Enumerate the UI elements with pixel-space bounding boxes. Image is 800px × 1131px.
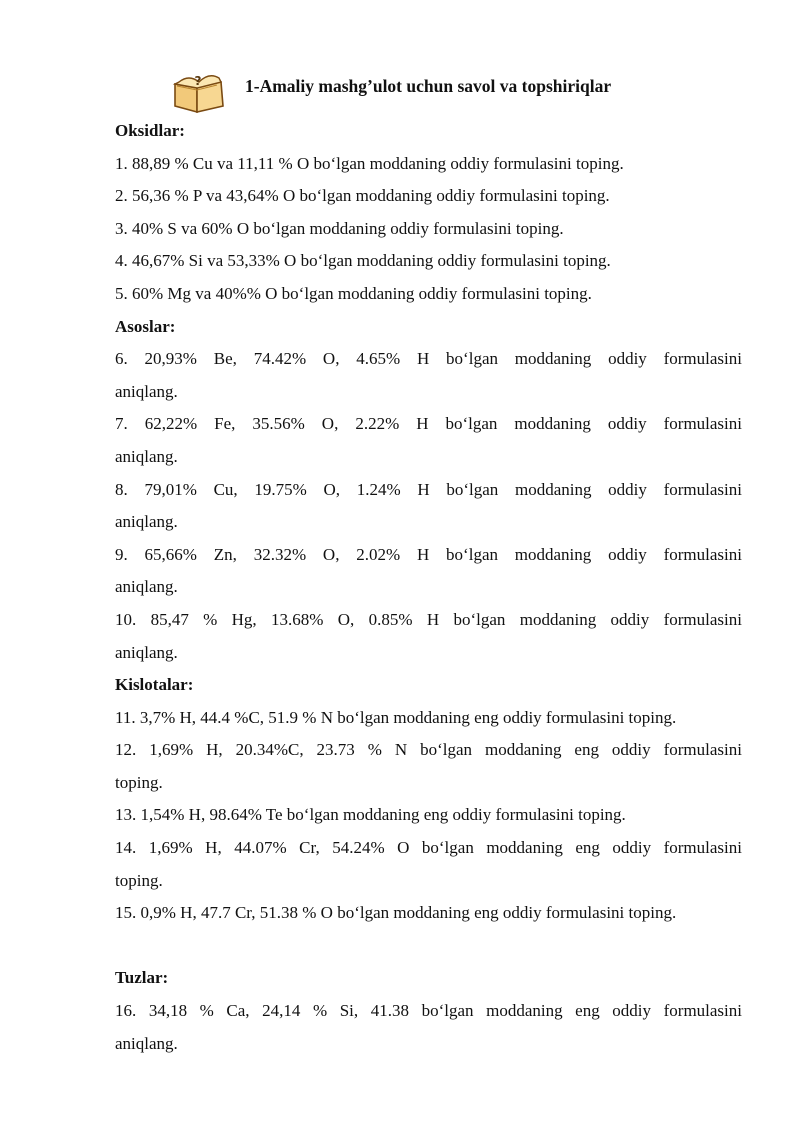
question-item-continuation: aniqlang. xyxy=(115,512,178,532)
svg-text:?: ? xyxy=(194,74,202,88)
question-item-continuation: toping. xyxy=(115,772,163,792)
section-heading-asoslar: Asoslar: xyxy=(115,316,176,336)
question-item: 1. 88,89 % Cu va 11,11 % O bo‘lgan moddaning oddiy formulasini toping. xyxy=(115,153,624,173)
question-item: 5. 60% Mg va 40%% O bo‘lgan moddaning oddiy formulasini toping. xyxy=(115,283,592,303)
book-question-icon xyxy=(171,70,227,114)
question-item: 12. 1,69% H, 20.34%C, 23.73 % N bo‘lgan moddaning eng oddiy formulasini xyxy=(115,740,742,760)
title-row xyxy=(0,70,800,110)
question-item: 14. 1,69% H, 44.07% Cr, 54.24% O bo‘lgan moddaning eng oddiy formulasini xyxy=(115,838,742,858)
section-heading-tuzlar: Tuzlar: xyxy=(115,968,169,988)
question-item: 16. 34,18 % Ca, 24,14 % Si, 41.38 bo‘lgan moddaning eng oddiy formulasini xyxy=(115,1001,742,1021)
question-item: 13. 1,54% H, 98.64% Te bo‘lgan moddaning eng oddiy formulasini toping. xyxy=(115,805,626,825)
question-item: 15. 0,9% H, 47.7 Cr, 51.38 % O bo‘lgan moddaning eng oddiy formulasini toping. xyxy=(115,903,677,923)
question-item: 8. 79,01% Cu, 19.75% O, 1.24% H bo‘lgan moddaning oddiy formulasini xyxy=(115,479,742,499)
question-item-continuation: toping. xyxy=(115,870,163,890)
question-item-continuation: aniqlang. xyxy=(115,1033,178,1053)
blank-line xyxy=(115,930,742,963)
section-heading-oksidlar: Oksidlar: xyxy=(115,121,185,140)
question-item: 2. 56,36 % P va 43,64% O bo‘lgan moddaning oddiy formulasini toping. xyxy=(115,186,610,206)
question-item-continuation: aniqlang. xyxy=(115,577,178,597)
document-body xyxy=(115,115,742,1060)
section-heading-kislotalar: Kislotalar: xyxy=(115,675,194,695)
question-item: 6. 20,93% Be, 74.42% O, 4.65% H bo‘lgan moddaning oddiy formulasini xyxy=(115,349,742,369)
question-item: 7. 62,22% Fe, 35.56% O, 2.22% H bo‘lgan moddaning oddiy formulasini xyxy=(115,414,742,434)
question-item-continuation: aniqlang. xyxy=(115,642,178,662)
question-item: 3. 40% S va 60% O bo‘lgan moddaning oddiy formulasini toping. xyxy=(115,218,564,238)
question-item-continuation: aniqlang. xyxy=(115,381,178,401)
question-item: 4. 46,67% Si va 53,33% O bo‘lgan moddaning oddiy formulasini toping. xyxy=(115,251,611,271)
question-item: 11. 3,7% H, 44.4 %C, 51.9 % N bo‘lgan moddaning eng oddiy formulasini toping. xyxy=(115,707,677,727)
question-item: 9. 65,66% Zn, 32.32% O, 2.02% H bo‘lgan moddaning oddiy formulasini xyxy=(115,544,742,564)
question-item: 10. 85,47 % Hg, 13.68% O, 0.85% H bo‘lgan moddaning oddiy formulasini xyxy=(115,609,742,629)
page-title: 1-Amaliy mashg’ulot uchun savol va topshiriqlar xyxy=(245,76,612,96)
question-item-continuation: aniqlang. xyxy=(115,446,178,466)
